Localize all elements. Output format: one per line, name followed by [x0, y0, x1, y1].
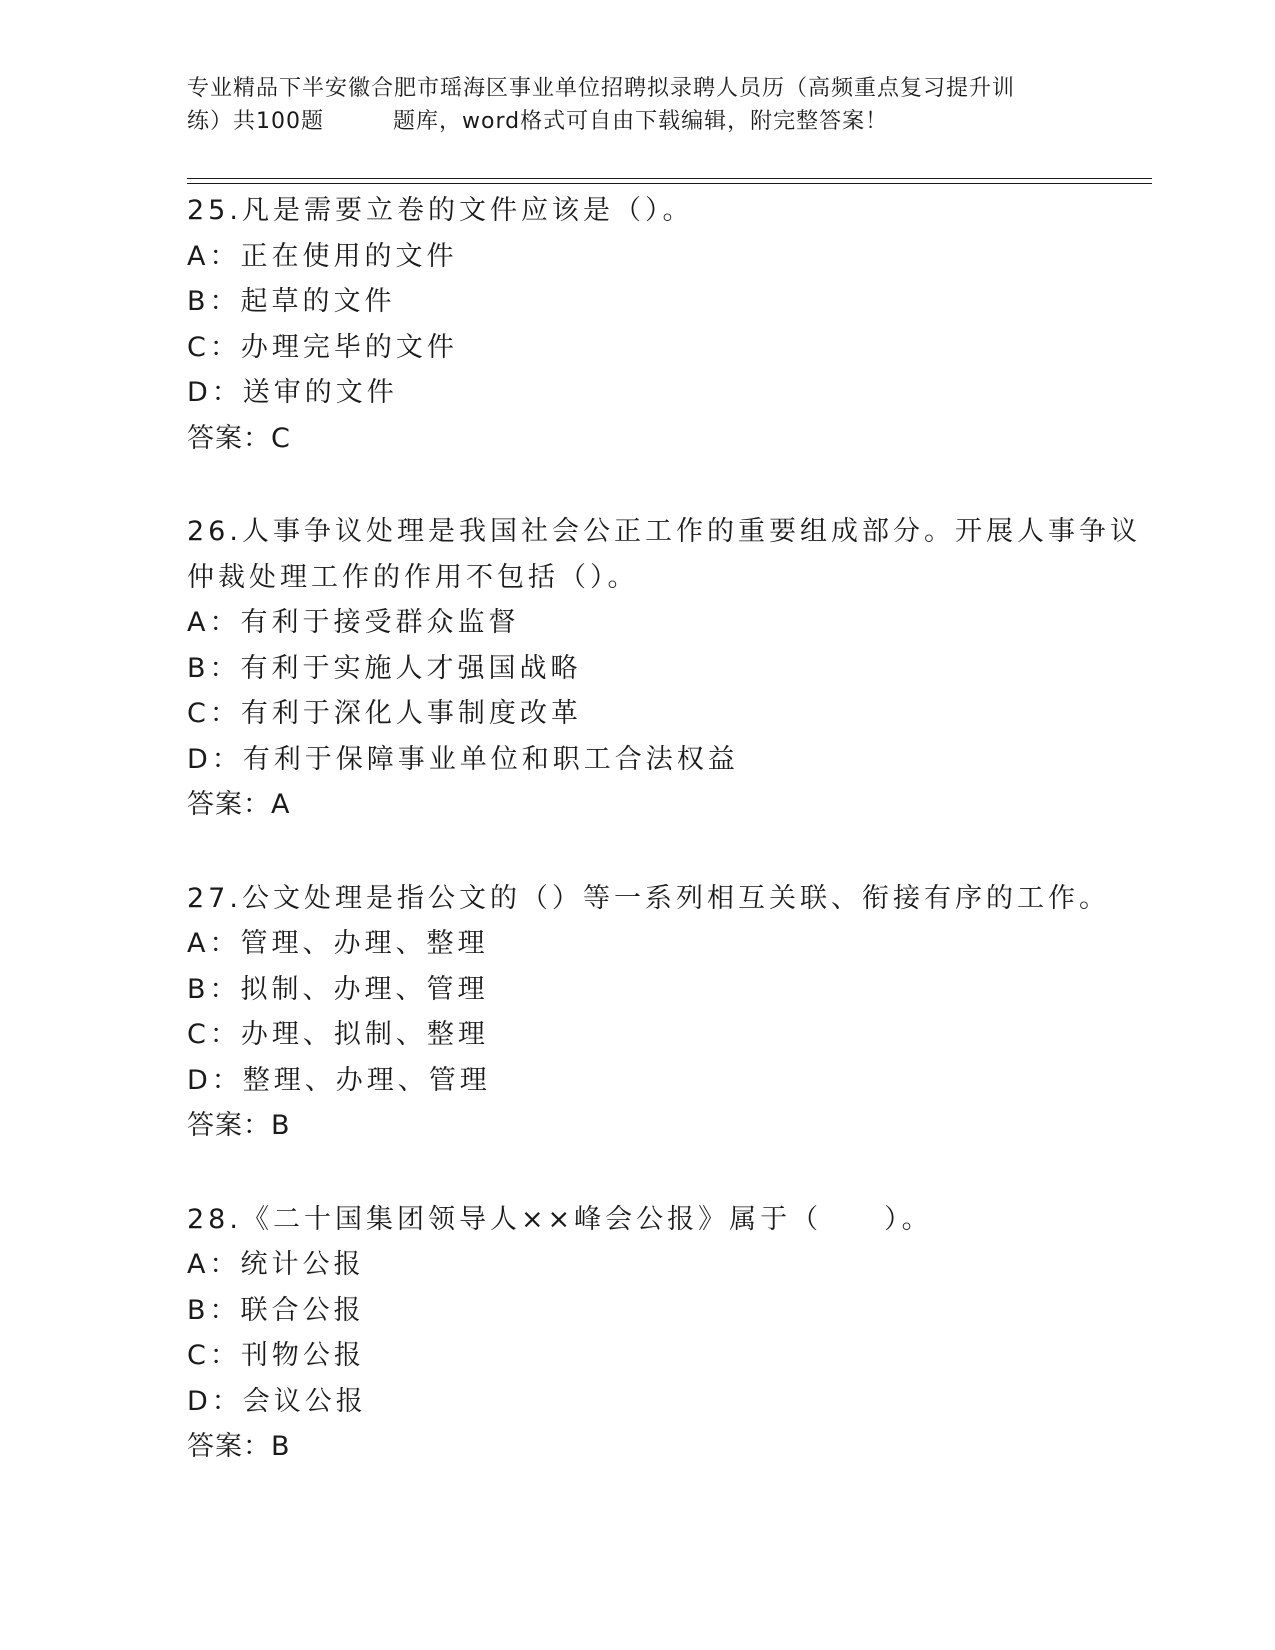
question-stem: 27.公文处理是指公文的（）等一系列相互关联、衔接有序的工作。	[187, 882, 1110, 914]
option-b: B：起草的文件	[187, 286, 396, 317]
question-stem: 28.《二十国集团领导人××峰会公报》属于（ ）。	[187, 1203, 933, 1235]
question-stem: 25.凡是需要立卷的文件应该是（）。	[187, 195, 694, 226]
answer-text: 答案：B	[187, 1110, 291, 1141]
answer-text: 答案：B	[187, 1431, 291, 1462]
option-a: A：正在使用的文件	[187, 240, 458, 272]
question-25	[187, 188, 1147, 461]
question-stem: 26.人事争议处理是我国社会公正工作的重要组成部分。开展人事争议	[187, 516, 1141, 547]
option-b: B：拟制、办理、管理	[187, 973, 489, 1005]
answer-text: 答案：C	[187, 422, 291, 454]
header-divider-top	[187, 178, 1152, 179]
option-d: D：送审的文件	[187, 377, 398, 408]
header-line-2: 练）共100题 题库，word格式可自由下载编辑，附完整答案！	[187, 109, 889, 134]
option-c: C：有利于深化人事制度改革	[187, 698, 582, 729]
answer-text: 答案：A	[187, 789, 291, 820]
option-a: A：有利于接受群众监督	[187, 607, 520, 638]
option-a: A：统计公报	[187, 1249, 365, 1280]
option-d: D：整理、办理、管理	[187, 1064, 491, 1096]
question-stem-continued: 仲裁处理工作的作用不包括（）。	[187, 561, 639, 593]
header-divider-bottom	[187, 183, 1152, 184]
option-b: B：有利于实施人才强国战略	[187, 652, 582, 684]
option-c: C：刊物公报	[187, 1340, 365, 1371]
document-header	[187, 72, 1087, 138]
option-a: A：管理、办理、整理	[187, 928, 489, 959]
question-26	[187, 509, 1147, 828]
question-27	[187, 876, 1147, 1149]
option-d: D：会议公报	[187, 1385, 367, 1417]
header-line-1: 专业精品下半安徽合肥市瑶海区事业单位招聘拟录聘人员历（高频重点复习提升训	[187, 76, 1016, 101]
question-28	[187, 1197, 1147, 1470]
question-list	[187, 188, 1147, 1518]
option-c: C：办理完毕的文件	[187, 331, 458, 363]
option-b: B：联合公报	[187, 1294, 365, 1326]
option-d: D：有利于保障事业单位和职工合法权益	[187, 743, 739, 775]
option-c: C：办理、拟制、整理	[187, 1019, 489, 1050]
